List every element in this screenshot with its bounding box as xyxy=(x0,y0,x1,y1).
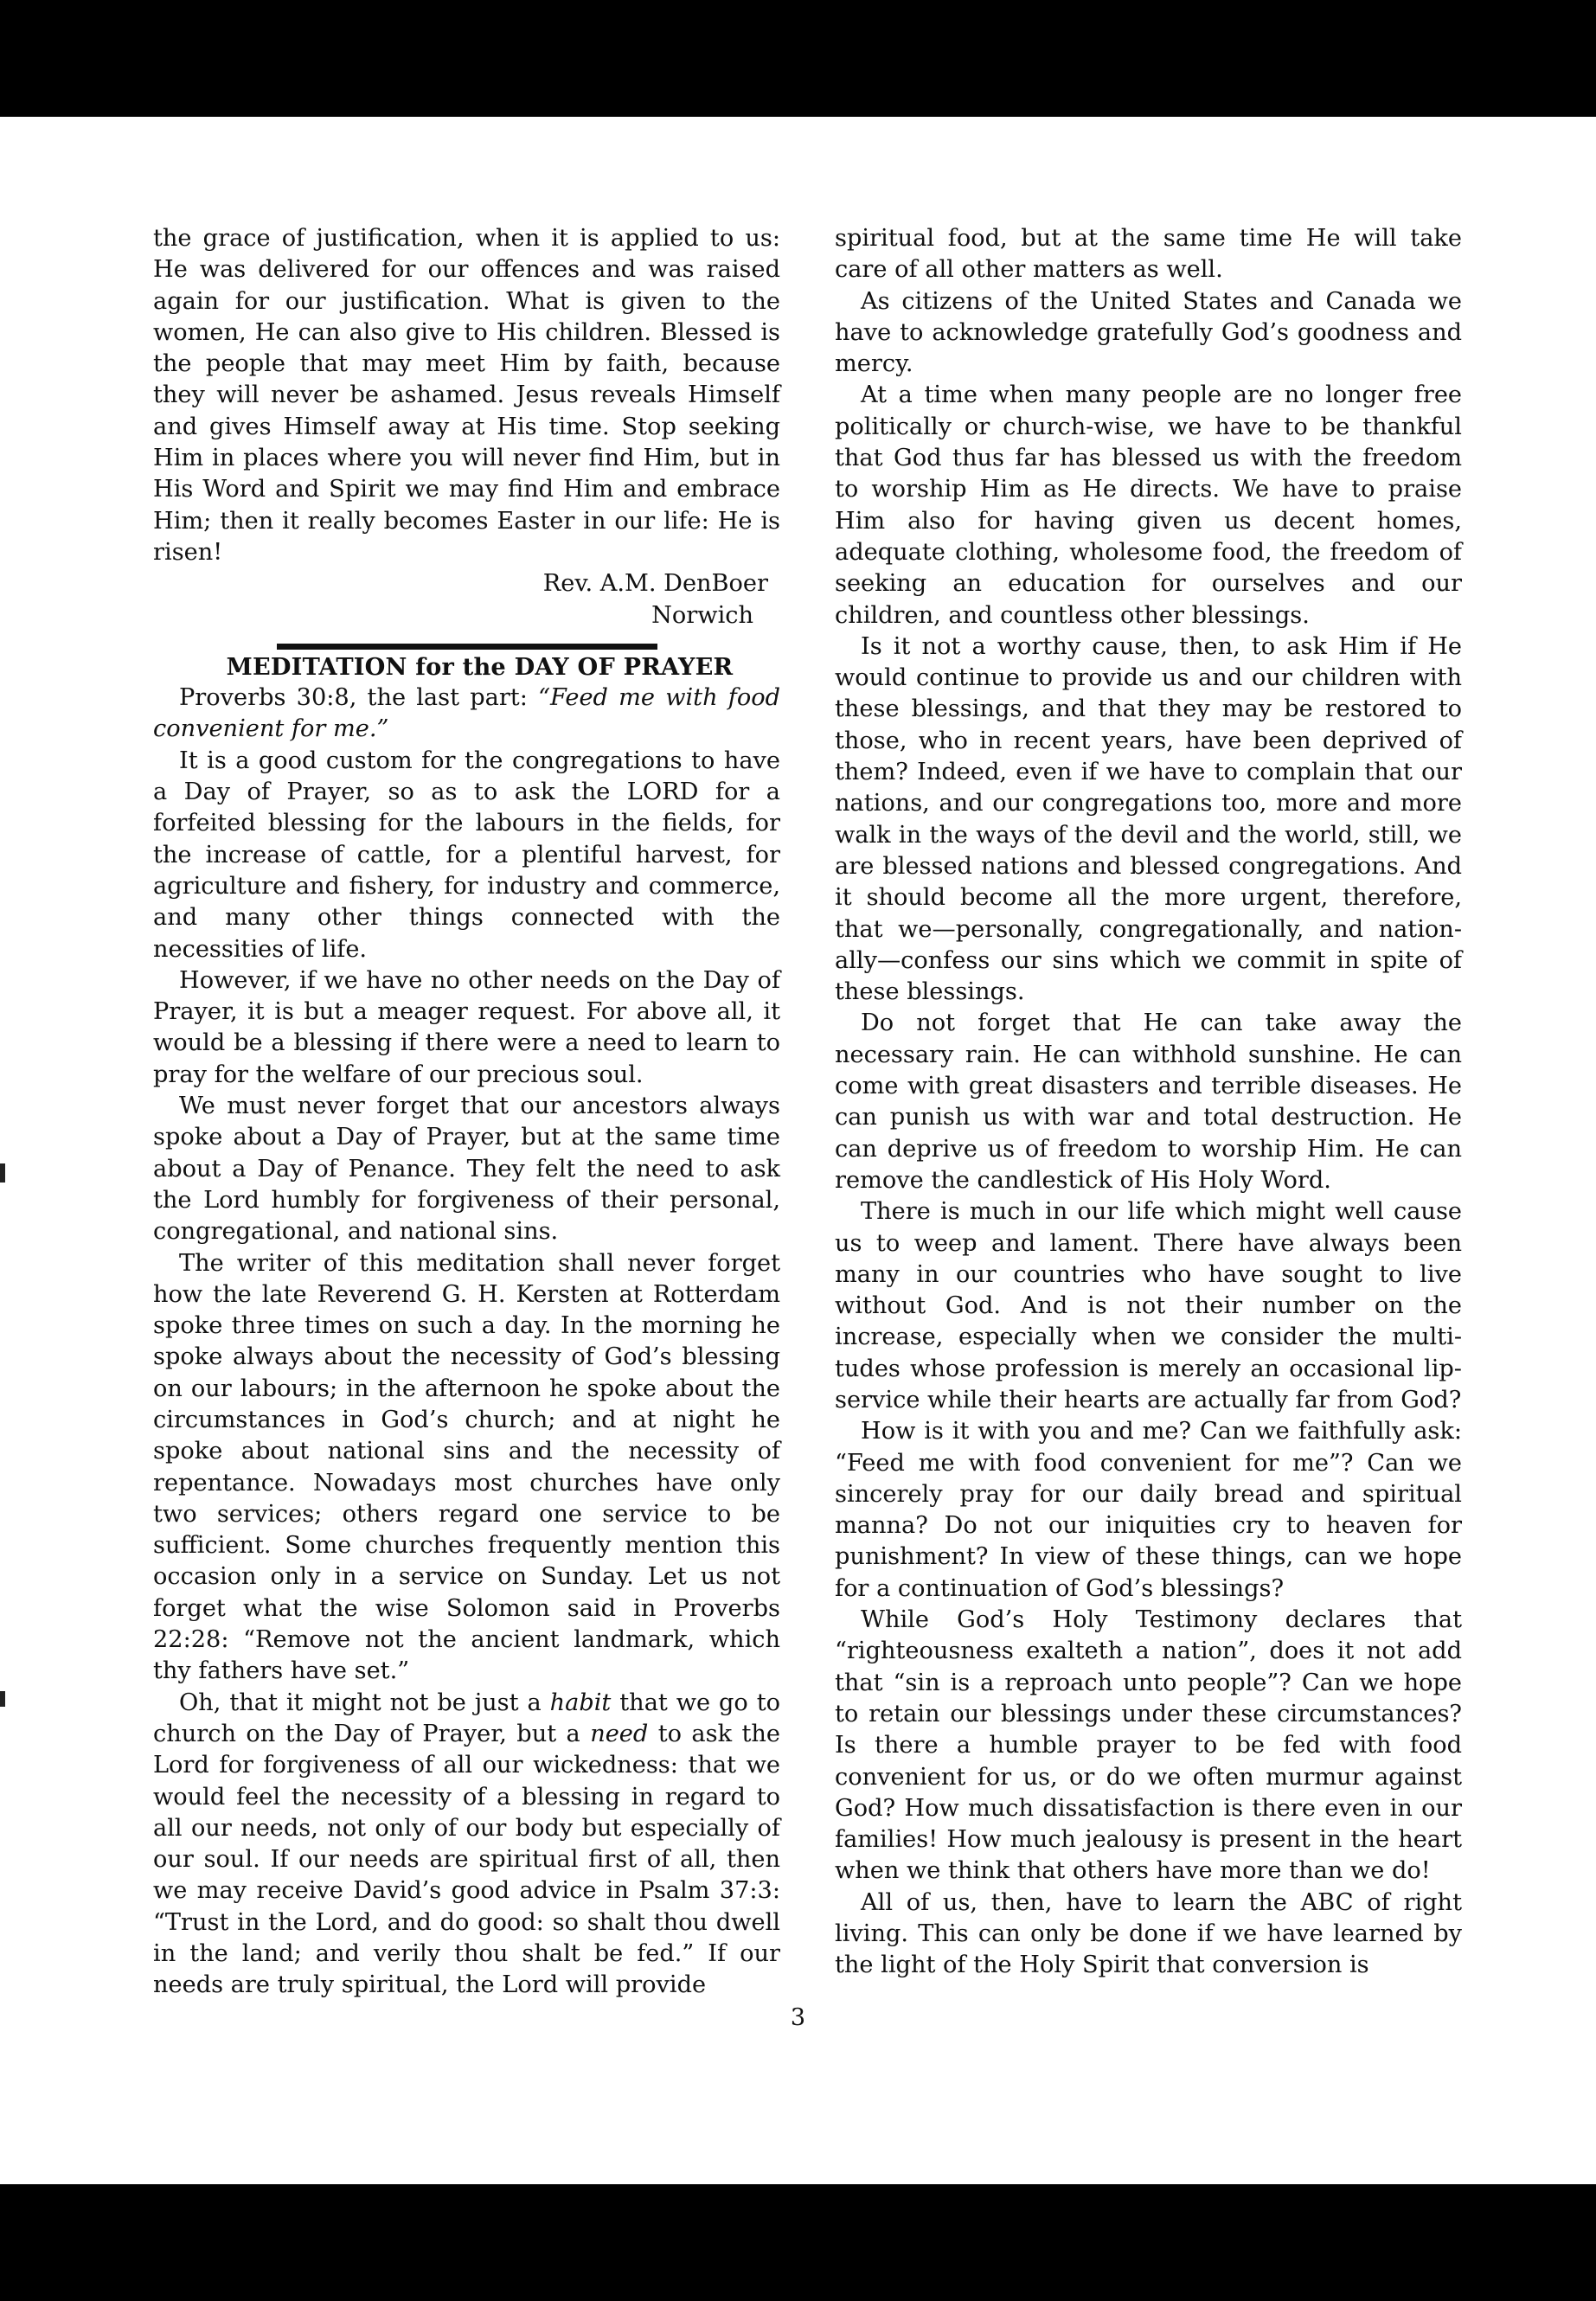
paragraph-text: Oh, that it might not be just a xyxy=(179,1689,550,1716)
paragraph: Do not forget that He can take away the necessary rain. He can withhold sunshine. He can come with great disasters and terrible diseases. He can punish us with war and total destruction. He can deprive us of freedom to worship Him. He can remove the candlestick of His Holy Word. xyxy=(835,1009,1462,1194)
scripture-reference: Proverbs 30:8, the last part: xyxy=(179,684,528,712)
paragraph: The writer of this meditation shall never forget how the late Reverend G. H. Kersten at Rotterdam spoke three times on such a day. In the morning he spoke always about the necessity of God’s blessing on our labours; in the afternoon he spoke about the circumstances in God’s church; and at night he spoke about national sins and the necessity of repentance. Nowadays most churches have only two services; others regard one service to be sufficient. Some churches frequently mention this occasion only in a service on Sunday. Let us not forget what the wise Solomon said in Proverbs 22:28: “Remove not the ancient landmark, which thy fathers have set.” xyxy=(153,1249,780,1685)
paragraph: However, if we have no other needs on the Day of Prayer, it is but a meager request. For above all, it would be a blessing if there were a need to learn to pray for the welfare of our precious soul. xyxy=(153,966,780,1088)
paragraph: There is much in our life which might well cause us to weep and lament. There have always been many in our countries who have sought to live without God. And is not their number on the increase, especially when we consider the multitudes whose profession is merely an occasional lip-service while their hearts are actually far from God? xyxy=(835,1198,1462,1413)
paragraph: All of us, then, have to learn the ABC of right living. This can only be done if we have learned by the light of the Holy Spirit that conversion is xyxy=(835,1888,1462,1979)
paragraph: As citizens of the United States and Canada we have to acknowledge gratefully God’s goodness and mercy. xyxy=(835,287,1462,378)
author-place: Norwich xyxy=(651,601,753,629)
emphasis-habit: habit xyxy=(549,1689,612,1716)
paragraph: We must never forget that our ancestors always spoke about a Day of Prayer, but at the same time about a Day of Penance. They felt the need to ask the Lord humbly for forgiveness of their personal, congregational, and national sins. xyxy=(153,1093,780,1246)
section-divider xyxy=(277,644,657,650)
scan-edge-mark xyxy=(0,1163,5,1183)
author-name: Rev. A.M. DenBoer xyxy=(542,570,768,598)
right-column xyxy=(835,223,1462,1982)
paragraph: At a time when many people are no longer free politically or church-wise, we have to be thankful that God thus far has blessed us with the freedom to worship Him as He directs. We have to praise Him also for having given us decent homes, adequate clothing, wholesome food, the freedom of seeking an education for ourselves and our children, and countless other blessings. xyxy=(835,381,1462,629)
paragraph: It is a good custom for the congregations to have a Day of Prayer, so as to ask the LORD for a forfeited blessing for the labours in the fields, for the increase of cattle, for a plentiful harvest, for agriculture and fishery, for industry and commerce, and many other things connected with the necessities of life. xyxy=(153,747,780,963)
author-signature xyxy=(153,568,780,631)
paragraph: spiritual food, but at the same time He will take care of all other matters as well. xyxy=(835,225,1462,284)
scripture-quote: “Feed me with food convenient for me.” xyxy=(153,684,780,743)
paragraph: How is it with you and me? Can we faithfully ask: “Feed me with food convenient for me”? Can we sincerely pray for our daily bread and spiritual manna? Do not our iniquities cry to heaven for punishment? In view of these things, can we hope for a continuation of God’s blessings? xyxy=(835,1418,1462,1602)
paragraph xyxy=(153,1688,780,2002)
emphasis-need: need xyxy=(590,1720,649,1747)
paragraph: the grace of justification, when it is applied to us: He was delivered for our offences and was raised again for our justification. What is given to the women, He can also give to His children. Blessed is the people that may meet Him by faith, because they will never be ashamed. Jesus reveals Himself and gives Himself away at His time. Stop seeking Him in places where you will never find Him, but in His Word and Spirit we may find Him and embrace Him; then it really becomes Easter in our life: He is risen! xyxy=(153,225,780,566)
paragraph-text: to ask the Lord for forgiveness of all our wickedness: that we would feel the necessity of a blessing in regard to all our needs, not only of our body but especially of our soul. If our needs are spiritual first of all, then we may receive David’s good advice in Psalm 37:3: “Trust in the Lord, and do good: so shalt thou dwell in the land; and verily thou shalt be fed.” If our needs are truly spiritual, the Lord will provide xyxy=(153,1720,780,1999)
paragraph: Is it not a worthy cause, then, to ask Him if He would continue to provide us and our children with these blessings, and that they may be restored to those, who in recent years, have been deprived of them? Indeed, even if we have to complain that our nations, and our congregations too, more and more walk in the ways of the devil and the world, still, we are blessed nations and blessed congregations. And it should become all the more urgent, therefore, that we—personally, congregationally, and nationally—confess our sins which we commit in spite of these blessings. xyxy=(835,632,1462,1006)
section-heading: MEDITATION for the DAY OF PRAYER xyxy=(226,652,734,681)
scripture-text xyxy=(153,683,780,746)
paragraph-text: that we go to church on the Day of Prayer, but a xyxy=(153,1689,780,1747)
paragraph: While God’s Holy Testimony declares that “righteousness exalteth a nation”, does it not add that “sin is a reproach unto people”? Can we hope to retain our blessings under these circumstances? Is there a humble prayer to be fed with food convenient for us, or do we often murmur against God? How much dissatisfaction is there even in our families! How much jealousy is present in the heart when we think that others have more than we do! xyxy=(835,1606,1462,1885)
left-column xyxy=(153,223,780,2002)
scan-edge-mark xyxy=(0,1691,5,1707)
page-number: 3 xyxy=(790,2004,806,2031)
